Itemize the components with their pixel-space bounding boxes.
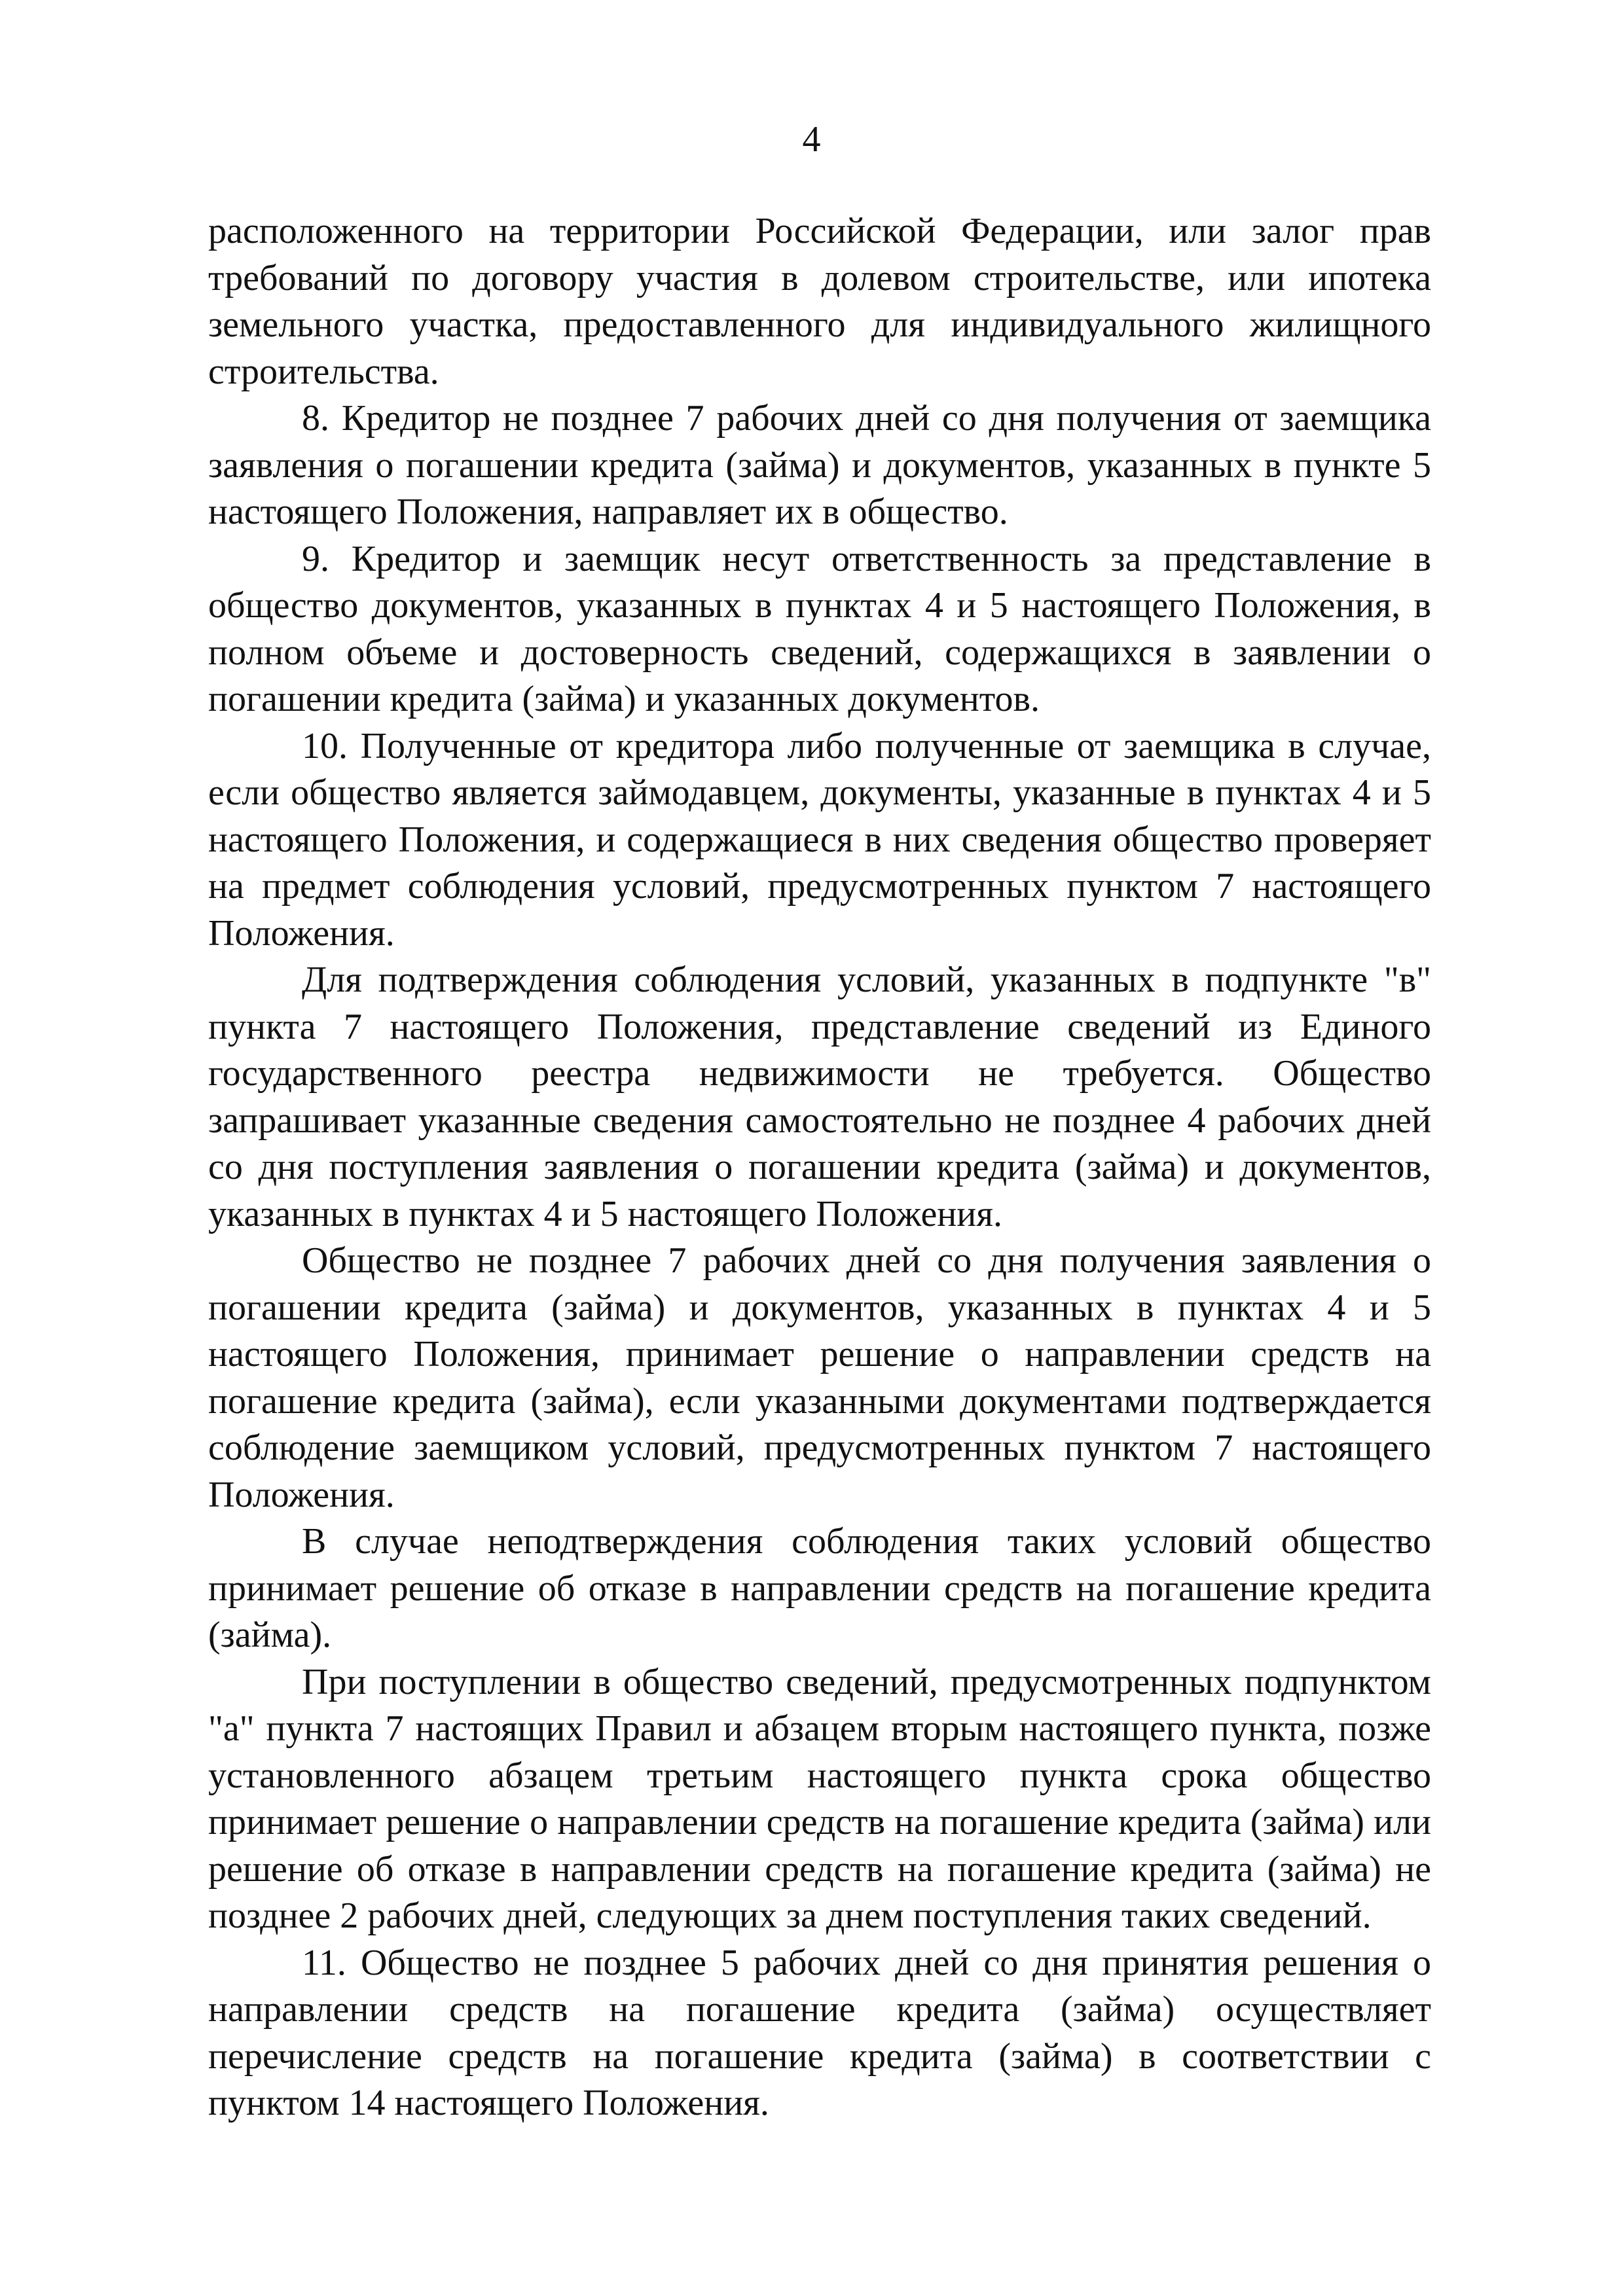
paragraph-item-10-2: Для подтверждения соблюдения условий, указанных в подпункте "в" пункта 7 настоящего Положения, представление сведений из Единого государственного реестра недвижимости не требуется. Общество запрашивает указанные сведения самостоятельно не позднее 4 рабочих дней со дня поступления заявления о погашении кредита (займа) и документов, указанных в пунктах 4 и 5 настоящего Положения. (208, 960, 1431, 1234)
paragraph-item-10: 10. Полученные от кредитора либо полученные от заемщика в случае, если общество является займодавцем, документы, указанные в пунктах 4 и 5 настоящего Положения, и содержащиеся в них сведения общество проверяет на предмет соблюдения условий, предусмотренных пунктом 7 настоящего Положения. (208, 725, 1431, 954)
page-number: 4 (802, 119, 821, 160)
paragraph-item-9: 9. Кредитор и заемщик несут ответственность за представление в общество документов, указанных в пунктах 4 и 5 настоящего Положения, в полном объеме и достоверность сведений, содержащихся в заявлении о погашении кредита (займа) и указанных документов. (208, 538, 1431, 719)
paragraph-item-10-3: Общество не позднее 7 рабочих дней со дня получения заявления о погашении кредита (займа) и документов, указанных в пунктах 4 и 5 настоящего Положения, принимает решение о направлении средств на погашение кредита (займа), если указанными документами подтверждается соблюдение заемщиком условий, предусмотренных пунктом 7 настоящего Положения. (208, 1240, 1431, 1515)
paragraph-item-8: 8. Кредитор не позднее 7 рабочих дней со дня получения от заемщика заявления о погашении кредита (займа) и документов, указанных в пункте 5 настоящего Положения, направляет их в общество. (208, 398, 1431, 532)
paragraph-item-10-5: При поступлении в общество сведений, предусмотренных подпунктом "а" пункта 7 настоящих Правил и абзацем вторым настоящего пункта, позже установленного абзацем третьим настоящего пункта срока общество принимает решение о направлении средств на погашение кредита (займа) или решение об отказе в направлении средств на погашение кредита (займа) не позднее 2 рабочих дней, следующих за днем поступления таких сведений. (208, 1661, 1431, 1936)
document-body (208, 208, 1431, 2127)
paragraph-continuation: расположенного на территории Российской Федерации, или залог прав требований по договору участия в долевом строительстве, или ипотека земельного участка, предоставленного для индивидуального жилищного строительства. (208, 211, 1431, 392)
paragraph-item-11: 11. Общество не позднее 5 рабочих дней со дня принятия решения о направлении средств на погашение кредита (займа) осуществляет перечисление средств на погашение кредита (займа) в соответствии с пунктом 14 настоящего Положения. (208, 1942, 1431, 2123)
paragraph-item-10-4: В случае неподтверждения соблюдения таких условий общество принимает решение об отказе в направлении средств на погашение кредита (займа). (208, 1521, 1431, 1655)
